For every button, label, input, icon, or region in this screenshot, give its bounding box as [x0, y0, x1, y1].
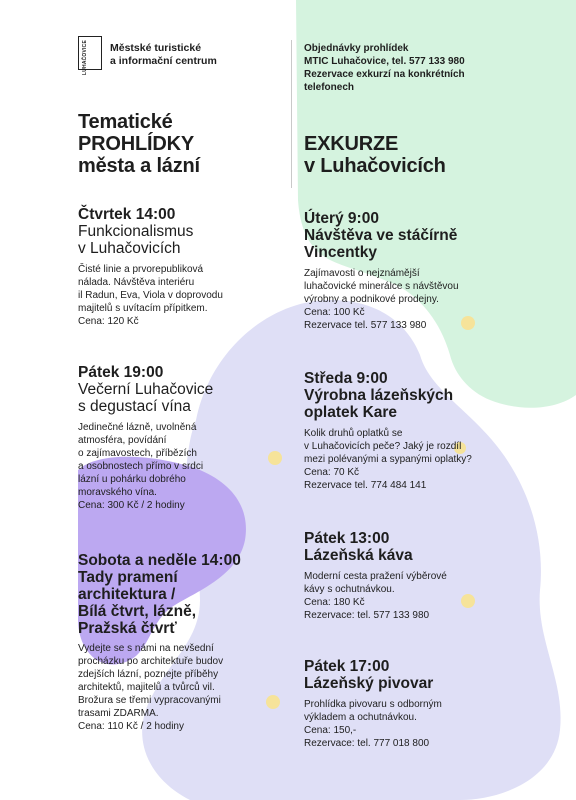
event-wednesday — [304, 370, 566, 492]
event-title: Tady pramení architektura / Bílá čtvrt, lázně, Pražská čtvrť — [78, 569, 197, 637]
event-day: Pátek 17:00 — [304, 658, 390, 675]
event-description: Vydejte se s námi na nevšední procházku po architektuře budov zdejších lázní, poznejte příběhy architektů, majitelů a tvůrců vil. Brožura se třemi vypracovanými trasami ZDARMA. — [78, 643, 224, 719]
event-friday-evening — [78, 364, 288, 512]
event-day: Čtvrtek 14:00 — [78, 206, 176, 223]
event-price: Cena: 70 Kč — [304, 467, 360, 478]
event-friday-brewery — [304, 658, 566, 750]
event-booking: Rezervace: tel. 777 018 800 — [304, 738, 430, 749]
event-price: Cena: 180 Kč — [304, 597, 365, 608]
organization-name: Městské turistické a informační centrum — [110, 42, 217, 67]
event-description: Prohlídka pivovaru s odborným výkladem a ochutnávkou. — [304, 699, 442, 723]
logo: LUHAČOVICE — [82, 40, 88, 76]
event-price: Cena: 120 Kč — [78, 316, 139, 327]
event-weekend — [78, 552, 293, 733]
column-divider — [291, 40, 292, 188]
event-description: Zajímavosti o nejznámější luhačovické minerálce s návštěvou výrobny a podnikové prodejny. — [304, 268, 459, 305]
event-description: Čisté linie a prvorepubliková nálada. Návštěva interiéru il Radun, Eva, Viola v doprovodu majitelů s uvítacím přípitkem. — [78, 264, 223, 314]
event-title: Výrobna lázeňských oplatek Kare — [304, 387, 454, 421]
event-friday-coffee — [304, 530, 566, 622]
event-price: Cena: 150,- — [304, 725, 357, 736]
event-title: Funkcionalismus v Luhačovicích — [78, 223, 194, 257]
event-day: Úterý 9:00 — [304, 210, 379, 227]
event-price: Cena: 100 Kč — [304, 307, 365, 318]
event-title: Návštěva ve stáčírně Vincentky — [304, 227, 458, 261]
event-title: Lázeňská káva — [304, 547, 413, 564]
orders-info: Objednávky prohlídek MTIC Luhačovice, tel. 577 133 980 Rezervace exkurzí na konkrétních telefonech — [304, 43, 465, 93]
event-description: Kolik druhů oplatků se v Luhačovicích peče? Jaký je rozdíl mezi polévanými a sypanými oplatky? — [304, 428, 472, 465]
event-price: Cena: 300 Kč / 2 hodiny — [78, 500, 185, 511]
event-title: Večerní Luhačovice s degustací vína — [78, 381, 214, 415]
event-title: Lázeňský pivovar — [304, 675, 434, 692]
event-price: Cena: 110 Kč / 2 hodiny — [78, 721, 184, 732]
event-thursday — [78, 206, 288, 328]
event-tuesday — [304, 210, 566, 332]
event-day: Pátek 13:00 — [304, 530, 390, 547]
tours-heading: Tematické PROHLÍDKY města a lázní — [78, 111, 200, 177]
event-booking: Rezervace tel. 577 133 980 — [304, 320, 427, 331]
event-description: Moderní cesta pražení výběrové kávy s ochutnávkou. — [304, 571, 447, 595]
excursions-heading: EXKURZE v Luhačovicích — [304, 133, 446, 177]
event-day: Pátek 19:00 — [78, 364, 164, 381]
event-booking: Rezervace: tel. 577 133 980 — [304, 610, 430, 621]
event-description: Jedinečné lázně, uvolněná atmosféra, povídání o zajímavostech, příbězích a osobnostech přímo v srdci lázní u pohárku dobrého moravského vína. — [78, 422, 204, 498]
event-booking: Rezervace tel. 774 484 141 — [304, 480, 427, 491]
event-day: Středa 9:00 — [304, 370, 388, 387]
event-day: Sobota a neděle 14:00 — [78, 552, 241, 569]
